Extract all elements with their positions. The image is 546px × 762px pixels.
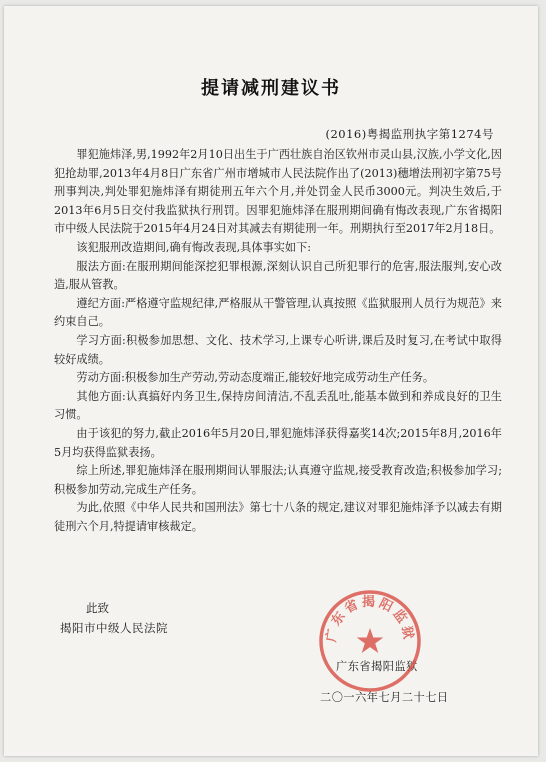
paragraph-recommendation: 为此,依照《中华人民共和国刑法》第七十八条的规定,建议对罪犯施炜泽予以减去有期徒刑六个月,特提请审核裁定。	[54, 501, 502, 533]
document-body	[54, 146, 502, 536]
paragraph-discipline: 遵纪方面:严格遵守监规纪律,严格服从干警管理,认真按照《监狱服刑人员行为规范》来约束自己。	[54, 296, 502, 329]
document-title: 提请减刑建议书	[201, 78, 341, 99]
paragraph-intro: 该犯服刑改造期间,确有悔改表现,具体事实如下:	[76, 240, 312, 254]
closing-salutation: 此致	[86, 601, 109, 615]
document-page	[4, 6, 538, 756]
paragraph-law-abiding: 服法方面:在服刑期间能深挖犯罪根源,深刻认识自己所犯罪行的危害,服法服判,安心改造,服从管教。	[54, 259, 502, 292]
paragraph-study: 学习方面:积极参加思想、文化、技术学习,上课专心听讲,课后及时复习,在考试中取得较好成绩。	[54, 333, 502, 366]
issue-date: 二〇一六年七月二十七日	[320, 691, 449, 704]
paragraph-awards: 由于该犯的努力,截止2016年5月20日,罪犯施炜泽获得嘉奖14次;2015年8月,2016年5月均获得监狱表扬。	[54, 426, 502, 459]
svg-text:广东省揭阳监狱: 广东省揭阳监狱	[324, 594, 416, 644]
paragraph-basic-info: 罪犯施炜泽,男,1992年2月10日出生于广西壮族自治区钦州市灵山县,汉族,小学文化,因犯抢劫罪,2013年4月8日广东省广州市增城市人民法院作出了(2013)穗增法刑初字第75号刑事判决,判处罪犯施炜泽有期徒刑五年六个月,并处罚金人民币3000元。判决生效后,于2013年6月5日交付我监狱执行刑罚。因罪犯施炜泽在服刑期间确有悔改表现,广东省揭阳市中级人民法院于2015年4月24日对其减去有期徒刑一年。刑期执行至2017年2月18日。	[54, 148, 502, 236]
paragraph-other: 其他方面:认真搞好内务卫生,保持房间清洁,不乱丢乱吐,能基本做到和养成良好的卫生习惯。	[54, 389, 502, 422]
document-number: (2016)粤揭监刑执字第1274号	[325, 127, 494, 141]
closing-recipient: 揭阳市中级人民法院	[60, 621, 168, 635]
official-seal-stamp	[317, 588, 423, 694]
issuing-authority: 广东省揭阳监狱	[336, 660, 418, 673]
paragraph-summary: 综上所述,罪犯施炜泽在服刑期间认罪服法;认真遵守监规,接受教育改造;积极参加学习;积极参加劳动,完成生产任务。	[54, 464, 502, 496]
paragraph-labor: 劳动方面:积极参加生产劳动,劳动态度端正,能较好地完成劳动生产任务。	[76, 371, 435, 385]
